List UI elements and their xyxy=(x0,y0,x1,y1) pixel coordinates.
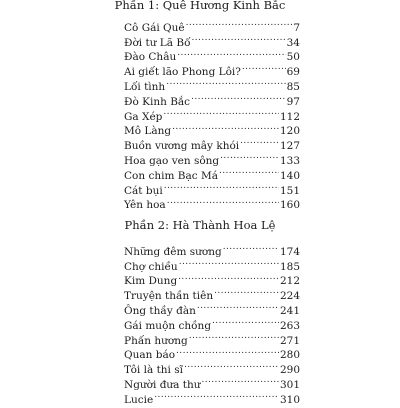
toc-entry-page-number: 174 xyxy=(279,245,300,258)
dot-leader xyxy=(172,120,279,135)
toc-entry-title: Kim Dung xyxy=(124,275,178,288)
dot-leader xyxy=(163,105,279,120)
toc-entry-page-number: 133 xyxy=(279,154,300,167)
toc-entry-title: Con chim Bạc Má xyxy=(124,169,218,182)
dot-leader xyxy=(184,358,279,373)
dot-leader xyxy=(220,149,279,164)
toc-entry-title: Buồn vương mây khói xyxy=(124,140,240,153)
toc-entry-page-number: 34 xyxy=(286,36,300,49)
part-2-heading: Phần 2: Hà Thành Hoa Lệ xyxy=(124,218,276,232)
toc-entry-page-number: 85 xyxy=(286,80,300,93)
toc-entry-title: Phấn hương xyxy=(124,334,188,347)
part-2-entries xyxy=(124,240,300,406)
dot-leader xyxy=(242,60,286,75)
dot-leader xyxy=(223,240,279,255)
toc-entry-title: Truyện thần tiên xyxy=(124,290,214,303)
toc-entry-title: Hoa gạo ven sông xyxy=(124,154,220,167)
toc-entry-page-number: 7 xyxy=(293,21,300,34)
toc-entry-page-number: 301 xyxy=(279,378,300,391)
toc-entry-page-number: 185 xyxy=(279,260,300,273)
toc-entry-page-number: 160 xyxy=(279,199,300,212)
toc-entry-title: Lối tình xyxy=(124,80,166,93)
dot-leader xyxy=(176,344,279,359)
toc-entry-page-number: 280 xyxy=(279,349,300,362)
toc-entry-title: Chợ chiều xyxy=(124,260,178,273)
dot-leader xyxy=(240,134,279,149)
dot-leader xyxy=(214,284,279,299)
toc-entry-title: Cát bụi xyxy=(124,184,163,197)
toc-entry-page-number: 241 xyxy=(279,304,300,317)
toc-entry-page-number: 224 xyxy=(279,290,300,303)
toc-entry-page-number: 97 xyxy=(286,95,300,108)
toc-entry-page-number: 310 xyxy=(279,393,300,406)
dot-leader xyxy=(197,299,279,314)
dot-leader xyxy=(164,179,279,194)
dot-leader xyxy=(192,31,286,46)
toc-entry-title: Ai giết lão Phong Lôi? xyxy=(124,66,241,79)
toc-entry-page-number: 151 xyxy=(279,184,300,197)
toc-entry[interactable] xyxy=(124,240,300,258)
toc-entry-title: Tôi là thi sĩ xyxy=(124,364,183,377)
toc-entry-title: Những đêm sương xyxy=(124,245,222,258)
dot-leader xyxy=(189,329,279,344)
dot-leader xyxy=(179,255,279,270)
toc-entry-title: Quan báo xyxy=(124,349,176,362)
dot-leader xyxy=(186,16,293,31)
toc-entry-title: Đời tư Lã Bố xyxy=(124,36,191,49)
toc-entry-title: Lucie xyxy=(124,393,154,406)
part-1-heading: Phần 1: Quê Hương Kinh Bắc xyxy=(114,0,286,12)
toc-entry-page-number: 263 xyxy=(279,319,300,332)
toc-entry-title: Mô Làng xyxy=(124,125,172,138)
toc-entry-page-number: 120 xyxy=(279,125,300,138)
dot-leader xyxy=(191,90,286,105)
toc-entry-title: Gái muộn chồng xyxy=(124,319,212,332)
toc-entry-title: Yên hoa xyxy=(124,199,166,212)
toc-entry-page-number: 271 xyxy=(279,334,300,347)
toc-entry-title: Đào Châu xyxy=(124,51,177,64)
dot-leader xyxy=(154,388,279,403)
toc-entry-title: Ông thầy đàn xyxy=(124,304,196,317)
dot-leader xyxy=(212,314,279,329)
toc-entry-page-number: 112 xyxy=(279,110,300,123)
dot-leader xyxy=(202,373,279,388)
toc-entry-page-number: 290 xyxy=(279,364,300,377)
toc-entry[interactable] xyxy=(124,16,300,34)
part-1-entries xyxy=(124,16,300,212)
toc-entry-page-number: 212 xyxy=(279,275,300,288)
toc-entry-page-number: 69 xyxy=(286,66,300,79)
toc-entry-title: Ga Xép xyxy=(124,110,163,123)
dot-leader xyxy=(178,270,279,285)
toc-entry-title: Người đưa thư xyxy=(124,378,201,391)
toc-entry-page-number: 127 xyxy=(279,140,300,153)
dot-leader xyxy=(166,75,285,90)
toc-entry-title: Đò Kinh Bắc xyxy=(124,95,191,108)
toc-entry-page-number: 140 xyxy=(279,169,300,182)
toc-entry-title: Cô Gái Quê xyxy=(124,21,185,34)
dot-leader xyxy=(219,164,279,179)
dot-leader xyxy=(177,46,285,61)
dot-leader xyxy=(167,194,279,209)
toc-entry-page-number: 50 xyxy=(286,51,300,64)
